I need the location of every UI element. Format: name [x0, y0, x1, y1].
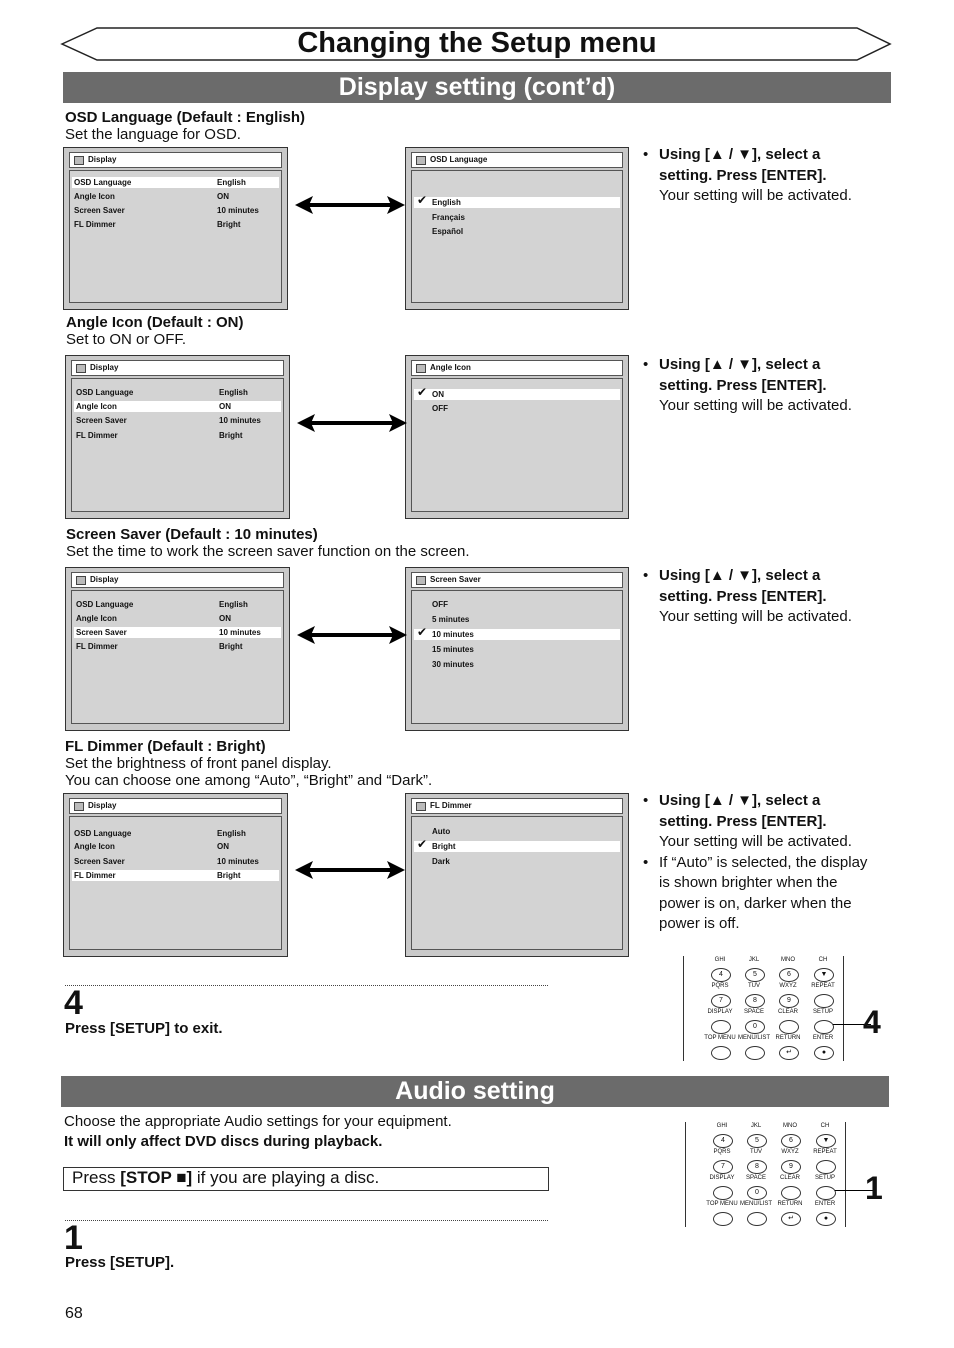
- display-row-3[interactable]: [72, 870, 279, 881]
- menu-icon: [416, 156, 426, 165]
- display-row-label: OSD Language: [74, 178, 132, 187]
- display-panel-title: [69, 152, 282, 168]
- display-row-label: FL Dimmer: [76, 431, 118, 440]
- remote-key-label: TUV: [748, 983, 760, 989]
- remote-key-label: WXYZ: [781, 1149, 799, 1155]
- audio-intro-bold: It will only affect DVD discs during playback.: [64, 1133, 383, 1150]
- remote-key-label: ENTER: [814, 1201, 836, 1207]
- display-row-value: Bright: [217, 220, 241, 229]
- display-row-1[interactable]: [74, 401, 281, 412]
- checkmark-icon: ✔: [417, 837, 428, 851]
- option-label: OFF: [432, 600, 448, 609]
- remote-key-label: TOP MENU: [704, 1035, 736, 1041]
- remote-key-mno[interactable]: 6: [781, 1134, 801, 1148]
- remote-key-menulist[interactable]: [745, 1046, 765, 1060]
- remote-key-wxyz[interactable]: 9: [779, 994, 799, 1008]
- remote-key-space[interactable]: 0: [745, 1020, 765, 1034]
- section-display-setting: Display setting (cont’d): [63, 72, 891, 103]
- display-row-label: Angle Icon: [76, 614, 117, 623]
- option-item-1[interactable]: [414, 614, 620, 625]
- remote-key-label: RETURN: [777, 1201, 803, 1207]
- remote-key-label: SETUP: [814, 1175, 835, 1181]
- page-title: Changing the Setup menu: [297, 27, 657, 59]
- display-row-label: Screen Saver: [74, 206, 125, 215]
- double-arrow-icon: [295, 194, 405, 216]
- options-panel-title-text: Angle Icon: [430, 363, 471, 372]
- note-using-bold: Using [▲ / ▼], select a setting. Press [ENTER].: [659, 146, 827, 184]
- options-panel-title-text: FL Dimmer: [430, 801, 472, 810]
- remote-control-setup-open: [685, 1122, 885, 1227]
- options-panel-body: [411, 170, 623, 303]
- remote-key-enter[interactable]: ●: [816, 1212, 836, 1226]
- display-panel-title-text: Display: [88, 801, 117, 810]
- page-title-banner: [0, 26, 954, 62]
- angle-icon-display-panel: [65, 355, 290, 519]
- display-row-0[interactable]: [72, 828, 279, 839]
- display-row-label: Angle Icon: [74, 842, 115, 851]
- page-number: 68: [65, 1305, 83, 1322]
- remote-key-label: PQRS: [711, 983, 729, 989]
- remote-key-wxyz[interactable]: 9: [781, 1160, 801, 1174]
- display-row-2[interactable]: [74, 627, 281, 638]
- double-arrow-icon: [297, 412, 407, 434]
- remote-key-label: CH: [820, 1123, 830, 1129]
- saver-heading-title: Screen Saver (Default : 10 minutes): [66, 526, 318, 543]
- remote-key-display[interactable]: [711, 1020, 731, 1034]
- display-row-0[interactable]: [72, 177, 279, 188]
- checkmark-icon: ✔: [417, 385, 428, 399]
- menu-icon: [416, 802, 426, 811]
- fl-dimmer-heading: [65, 738, 625, 789]
- options-panel-body: [411, 816, 623, 950]
- remote-key-jkl[interactable]: 5: [747, 1134, 767, 1148]
- display-row-1[interactable]: [72, 191, 279, 202]
- note-block-3: [640, 566, 876, 628]
- display-row-2[interactable]: [72, 856, 279, 867]
- saver-heading-desc: Set the time to work the screen saver function on the screen.: [66, 543, 470, 560]
- audio-intro-text: Choose the appropriate Audio settings for your equipment.: [64, 1113, 452, 1130]
- option-item-4[interactable]: [414, 659, 620, 670]
- options-panel-title-text: Screen Saver: [430, 575, 481, 584]
- menu-icon: [416, 364, 426, 373]
- remote-key-tuv[interactable]: 8: [745, 994, 765, 1008]
- display-panel-title-text: Display: [88, 155, 117, 164]
- screen-saver-heading: [66, 526, 626, 560]
- remote-key-label: MNO: [783, 1123, 797, 1129]
- remote-key-label: WXYZ: [779, 983, 797, 989]
- display-row-value: ON: [217, 192, 229, 201]
- osd-language-heading: [65, 109, 625, 143]
- remote-key-clear[interactable]: [781, 1186, 801, 1200]
- remote-key-return[interactable]: ↵: [781, 1212, 801, 1226]
- note-auto: • If “Auto” is selected, the display is shown brighter when the power is on, darker when the power is off.: [640, 853, 876, 935]
- option-item-2[interactable]: [414, 226, 620, 237]
- remote-key-space[interactable]: 0: [747, 1186, 767, 1200]
- remote-key-menulist[interactable]: [747, 1212, 767, 1226]
- remote-key-repeat[interactable]: [814, 994, 834, 1008]
- display-row-0[interactable]: [74, 599, 281, 610]
- remote-key-label: CH: [818, 957, 828, 963]
- remote-key-label: JKL: [750, 1123, 762, 1129]
- option-item-2[interactable]: [414, 856, 620, 867]
- display-panel-body: [71, 378, 284, 512]
- remote-key-topmenu[interactable]: [711, 1046, 731, 1060]
- remote-edge-left: [685, 1122, 686, 1227]
- menu-icon: [416, 576, 426, 585]
- display-row-1[interactable]: [74, 613, 281, 624]
- remote-key-pqrs[interactable]: 7: [713, 1160, 733, 1174]
- remote-key-clear[interactable]: [779, 1020, 799, 1034]
- remote-key-repeat[interactable]: [816, 1160, 836, 1174]
- option-item-0[interactable]: [414, 826, 620, 837]
- remote-key-ghi[interactable]: 4: [711, 968, 731, 982]
- step1-text: Press [SETUP].: [65, 1254, 175, 1271]
- note-using-bold: Using [▲ / ▼], select a setting. Press [ENTER].: [659, 567, 827, 605]
- remote-key-ch[interactable]: ▼: [814, 968, 834, 982]
- display-row-label: Screen Saver: [76, 628, 127, 637]
- display-row-value: Bright: [219, 642, 243, 651]
- display-panel-title: [71, 572, 284, 588]
- remote-key-label: CLEAR: [777, 1009, 798, 1015]
- display-row-label: Angle Icon: [74, 192, 115, 201]
- remote-key-pqrs[interactable]: 7: [711, 994, 731, 1008]
- menu-icon: [74, 802, 84, 811]
- options-panel-title: [411, 572, 623, 588]
- menu-icon: [76, 576, 86, 585]
- remote-key-label: JKL: [748, 957, 760, 963]
- display-row-value: English: [219, 388, 248, 397]
- display-row-value: 10 minutes: [219, 628, 261, 637]
- audio-intro: [64, 1112, 624, 1152]
- option-label: Auto: [432, 827, 451, 836]
- display-row-2[interactable]: [74, 415, 281, 426]
- display-panel-title: [71, 360, 284, 376]
- display-panel-body: [69, 170, 282, 303]
- display-row-value: 10 minutes: [219, 416, 261, 425]
- fl-dimmer-display-panel: [63, 793, 288, 957]
- display-row-label: OSD Language: [76, 388, 134, 397]
- display-row-0[interactable]: [74, 387, 281, 398]
- remote-key-return[interactable]: ↵: [779, 1046, 799, 1060]
- press-stop-key: [STOP ■]: [120, 1168, 193, 1187]
- display-row-value: Bright: [217, 871, 241, 880]
- note-using-plain: Your setting will be activated.: [659, 397, 852, 414]
- menu-icon: [74, 156, 84, 165]
- display-row-label: FL Dimmer: [74, 220, 116, 229]
- display-row-value: English: [219, 600, 248, 609]
- option-label: ON: [432, 390, 444, 399]
- remote-key-label: PQRS: [713, 1149, 731, 1155]
- checkmark-icon: ✔: [417, 193, 428, 207]
- remote-key-label: DISPLAY: [709, 1175, 735, 1181]
- options-panel-title: [411, 152, 623, 168]
- remote-key-ghi[interactable]: 4: [713, 1134, 733, 1148]
- remote-control-setup-exit: [683, 956, 883, 1061]
- option-item-0[interactable]: [414, 385, 620, 400]
- remote-key-tuv[interactable]: 8: [747, 1160, 767, 1174]
- display-row-2[interactable]: [72, 205, 279, 216]
- note-using-bold: Using [▲ / ▼], select a setting. Press [ENTER].: [659, 792, 827, 830]
- option-label: OFF: [432, 404, 448, 413]
- note-block-4: [640, 791, 876, 935]
- osd-heading-title: OSD Language (Default : English): [65, 109, 306, 126]
- remote-key-label: DISPLAY: [707, 1009, 733, 1015]
- remote-key-label: REPEAT: [813, 1149, 837, 1155]
- display-row-value: 10 minutes: [217, 206, 259, 215]
- display-row-label: Screen Saver: [74, 857, 125, 866]
- options-panel-title: [411, 798, 623, 814]
- option-item-1[interactable]: [414, 403, 620, 414]
- remote-key-enter[interactable]: ●: [814, 1046, 834, 1060]
- double-arrow-icon: [297, 624, 407, 646]
- remote-key-ch[interactable]: ▼: [816, 1134, 836, 1148]
- options-panel-body: [411, 590, 623, 724]
- options-panel-title-text: OSD Language: [430, 155, 488, 164]
- options-panel-title: [411, 360, 623, 376]
- press-stop-pre: Press: [72, 1168, 121, 1187]
- option-label: Bright: [432, 842, 456, 851]
- display-row-value: English: [217, 829, 246, 838]
- display-row-label: OSD Language: [74, 829, 132, 838]
- display-row-label: OSD Language: [76, 600, 134, 609]
- option-item-2[interactable]: [414, 625, 620, 640]
- step4-text: Press [SETUP] to exit.: [65, 1020, 223, 1037]
- display-row-label: Angle Icon: [76, 402, 117, 411]
- option-label: English: [432, 198, 461, 207]
- remote-key-mno[interactable]: 6: [779, 968, 799, 982]
- remote-edge-right: [843, 956, 844, 1061]
- remote-key-label: TUV: [750, 1149, 762, 1155]
- option-item-1[interactable]: [414, 837, 620, 852]
- osd-language-display-panel: [63, 147, 288, 310]
- callout-number: 4: [863, 1004, 881, 1040]
- remote-key-label: GHI: [716, 1123, 728, 1129]
- remote-key-label: MENU/LIST: [739, 1201, 772, 1207]
- remote-key-label: MNO: [781, 957, 795, 963]
- display-row-3[interactable]: [72, 219, 279, 230]
- option-item-3[interactable]: [414, 644, 620, 655]
- dimmer-heading-title: FL Dimmer (Default : Bright): [65, 738, 266, 755]
- display-panel-title-text: Display: [90, 363, 119, 372]
- display-row-value: Bright: [219, 431, 243, 440]
- option-item-1[interactable]: [414, 212, 620, 223]
- remote-key-label: GHI: [714, 957, 726, 963]
- step1-number: 1: [64, 1219, 83, 1257]
- fl-dimmer-options-panel: [405, 793, 629, 957]
- remote-key-label: RETURN: [775, 1035, 801, 1041]
- display-panel-title: [69, 798, 282, 814]
- display-row-label: Screen Saver: [76, 416, 127, 425]
- remote-key-label: SPACE: [744, 1009, 764, 1015]
- remote-key-setup[interactable]: [814, 1020, 834, 1034]
- callout-number: 1: [865, 1170, 883, 1206]
- step4-number: 4: [64, 984, 83, 1022]
- option-item-0[interactable]: [414, 193, 620, 208]
- display-row-3[interactable]: [74, 641, 281, 652]
- remote-key-label: SPACE: [746, 1175, 766, 1181]
- remote-key-label: MENU/LIST: [737, 1035, 770, 1041]
- angle-icon-options-panel: [405, 355, 629, 519]
- remote-key-label: TOP MENU: [706, 1201, 738, 1207]
- press-stop-post: if you are playing a disc.: [192, 1168, 380, 1187]
- note-block-2: [640, 355, 876, 417]
- option-item-0[interactable]: [414, 599, 620, 610]
- note-using-plain: Your setting will be activated.: [659, 187, 852, 204]
- remote-key-topmenu[interactable]: [713, 1212, 733, 1226]
- osd-language-options-panel: [405, 147, 629, 310]
- remote-key-label: ENTER: [812, 1035, 834, 1041]
- display-row-value: ON: [217, 842, 229, 851]
- option-label: Dark: [432, 857, 450, 866]
- remote-key-jkl[interactable]: 5: [745, 968, 765, 982]
- note-block-1: [640, 145, 876, 207]
- display-row-value: ON: [219, 614, 231, 623]
- menu-icon: [76, 364, 86, 373]
- note-using-plain: Your setting will be activated.: [659, 608, 852, 625]
- note-using-plain: Your setting will be activated.: [659, 833, 852, 850]
- double-arrow-icon: [295, 859, 405, 881]
- osd-heading-desc: Set the language for OSD.: [65, 126, 241, 143]
- display-row-label: FL Dimmer: [76, 642, 118, 651]
- angle-heading-title: Angle Icon (Default : ON): [66, 314, 244, 331]
- option-label: 10 minutes: [432, 630, 474, 639]
- step4-divider: [65, 985, 548, 986]
- step1-divider: [65, 1220, 548, 1221]
- option-label: Español: [432, 227, 464, 236]
- dimmer-heading-desc-2: You can choose one among “Auto”, “Bright” and “Dark”.: [65, 772, 433, 789]
- options-panel-body: [411, 378, 623, 512]
- dimmer-heading-desc-1: Set the brightness of front panel display.: [65, 755, 332, 772]
- press-stop-box: [63, 1167, 549, 1191]
- screen-saver-options-panel: [405, 567, 629, 731]
- angle-heading-desc: Set to ON or OFF.: [66, 331, 187, 348]
- display-row-3[interactable]: [74, 430, 281, 441]
- checkmark-icon: ✔: [417, 625, 428, 639]
- option-label: 15 minutes: [432, 645, 474, 654]
- display-row-label: FL Dimmer: [74, 871, 116, 880]
- option-label: Français: [432, 212, 465, 222]
- angle-icon-heading: [66, 314, 626, 348]
- display-panel-body: [69, 816, 282, 950]
- option-label: 5 minutes: [432, 615, 470, 624]
- section-audio-setting: Audio setting: [61, 1076, 889, 1107]
- remote-key-setup[interactable]: [816, 1186, 836, 1200]
- option-label: 30 minutes: [432, 660, 474, 669]
- screen-saver-display-panel: [65, 567, 290, 731]
- remote-key-label: SETUP: [812, 1009, 833, 1015]
- display-row-value: ON: [219, 402, 231, 411]
- display-row-value: 10 minutes: [217, 857, 259, 866]
- display-panel-body: [71, 590, 284, 724]
- remote-key-label: REPEAT: [811, 983, 835, 989]
- remote-key-label: CLEAR: [779, 1175, 800, 1181]
- display-row-1[interactable]: [72, 841, 279, 852]
- remote-key-display[interactable]: [713, 1186, 733, 1200]
- remote-edge-left: [683, 956, 684, 1061]
- display-row-value: English: [217, 178, 246, 187]
- display-panel-title-text: Display: [90, 575, 119, 584]
- remote-edge-right: [845, 1122, 846, 1227]
- note-using-bold: Using [▲ / ▼], select a setting. Press [ENTER].: [659, 356, 827, 394]
